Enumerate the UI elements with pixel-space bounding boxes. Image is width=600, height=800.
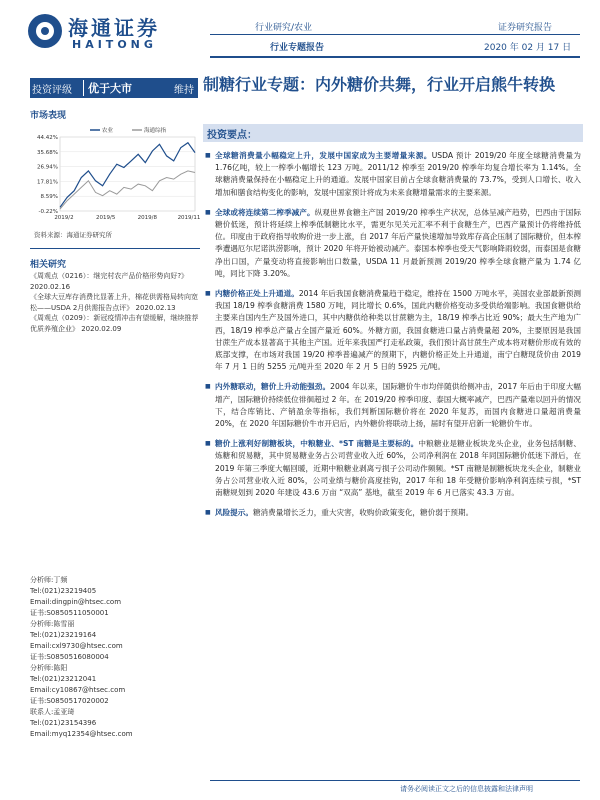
analyst-tel: Tel:(021)23154396 <box>30 719 97 727</box>
key-point-body: 糖消费量增长乏力，重大灾害，收购价政策变化，糖价弱于预期。 <box>252 508 474 518</box>
analyst-cert: 证书:S0850511050001 <box>30 609 109 617</box>
analyst-cert: 证书:S0850517020002 <box>30 697 109 705</box>
related-item[interactable]: 《周观点（0216）：继完村农产品价格形势向好?》 2020.02.16 <box>30 272 189 291</box>
market-performance-chart <box>30 123 200 223</box>
rating-separator <box>83 80 84 96</box>
analyst-role: 分析师:陈阳 <box>30 664 68 672</box>
header-divider <box>210 34 580 35</box>
key-point-body: 纵观世界食糖主产国 2019/20 榨季生产状况，总体呈减产趋势，巴西由于国际糖价低迷，预计将延续上榨季低制糖比水平，需更尔见关元汇率不利于食糖生产，巴西产量预计仍将维持低位。印度由于政府指导收购价进一步上涨，自 2017 年后产量快速增加导致库存高企压制了国际糖价，但本榨季遭遇厄尔尼诺洪涝影响，预计 2020 年将开始被动减产。泰国本榨季也受天气影响降雨较弱，而泰国是食糖净出口国，产量变动将直接影响出口数量，USDA 11 月最新预测 2019/20 榨季全球食糖产量为 1.74 亿吨，同比下降 3.20%。 <box>215 207 582 278</box>
key-point-heading: 内糖价格正处上升通道。 <box>215 289 299 299</box>
key-points-title: 投资要点： <box>207 130 257 141</box>
analyst-tel: Tel:(021)23212041 <box>30 675 97 683</box>
chart-y-tick-label: 35.68% <box>37 149 58 156</box>
chart-x-tick-label: 2019/5 <box>95 215 116 221</box>
related-item[interactable]: 《周观点（0209）：新冠疫情冲击有望缓解，继续推荐优质养殖企业》 2020.02.09 <box>30 314 199 333</box>
report-title: 制糖行业专题：内外糖价共舞，行业开启熊牛转换 <box>203 75 556 94</box>
key-points-list <box>203 150 581 527</box>
related-research-title: 相关研究 <box>30 260 67 270</box>
chart-y-tick-label: 17.81% <box>37 179 58 186</box>
haitong-logo <box>28 12 178 56</box>
related-research-list <box>30 271 200 334</box>
key-point-heading: 全球糖消费量小幅稳定上升，发展中国家成为主要增量来源。 <box>215 151 432 160</box>
haitong-logo-icon <box>28 14 62 48</box>
key-point <box>203 381 581 430</box>
analyst-cert: 证书:S0850516080004 <box>30 653 109 661</box>
analyst-role: 联系人:孟亚琦 <box>30 708 75 716</box>
header-rule <box>210 56 580 58</box>
chart-y-tick-label: 26.94% <box>37 164 58 171</box>
chart-x-tick-label: 2019/2 <box>54 215 74 221</box>
report-type: 行业专题报告 <box>270 43 325 53</box>
chart-x-tick-label: 2019/11 <box>177 215 200 221</box>
key-point-heading: 全球或将连续第二榨季减产。 <box>215 207 315 217</box>
key-point <box>203 507 581 519</box>
key-point-heading: 风险提示。 <box>215 508 253 518</box>
key-point-body: 中粮糖业是糖业板块龙头企业，业务包括制糖、炼糖和贸易糖，其中贸易糖业务占公司营业收入近 60%，公司净利润在 2018 年同国际糖价低迷下滑后，在 2019 年第三季度大幅回暖，近期中粮糖业剥离亏损子公司动作频频。*ST 南糖是制糖板块龙头企业，制糖业务占公司营业收入近 80%，公司业绩与糖价高度挂钩，2017 年和 18 年受糖价影响净利润连续亏损，*ST 南糖规划到 2020 年建设 43.6 万亩 “双高” 基地，截至 2019 年 6 月已落实 43.3 万亩。 <box>215 439 582 498</box>
rating-bar <box>30 78 198 98</box>
footer-divider <box>210 780 580 781</box>
report-date: 2020 年 02 月 17 日 <box>484 43 572 53</box>
chart-plot-frame <box>60 137 195 211</box>
key-point <box>203 288 581 373</box>
market-performance-title: 市场表现 <box>30 111 67 121</box>
analyst-email[interactable]: Email:cxl9730@htsec.com <box>30 642 123 650</box>
left-divider <box>30 248 200 249</box>
analyst-role: 分析师:陈雪丽 <box>30 620 75 628</box>
logo-chinese-name: 海通证券 <box>68 16 160 40</box>
key-point-body: USDA 预计 2019/20 年度全球糖消费量为 1.76亿吨，较上一榨季小幅增长 123 万吨。2011/12 榨季至 2019/20 榨季年均复合增长率为 1.14%。全球糖消费量保持在小幅稳定上升的通道。发展中国家目前占全球食糖消费量的 73.7%，受到人口增长、收入增加和膳食结构变化的影响，发展中国家预计将成为未来食糖增量需求的主要来源。 <box>215 151 581 197</box>
key-point-body: 2014 年后我国食糖消费量趋于稳定，维持在 1500 万吨水平，美国农业部最新预测我国 18/19 榨季食糖消费 1580 万吨，同比增长 0.6%，国此内糖价格变动多受供给端影响。我国食糖供给主要来自国内生产及国外进口，其中内糖供给种类以甘蔗糖为主，18/19 榨季占比近 90%；最大生产地为广西，18/19 榨季总产量占全国产量近 60%。外糖方面，我国食糖进口量占消费量超 20%，主要原因是我国甘蔗生产成本显著高于其他主产国。近年来我国严打走私政策，我们预计高甘蔗生产成本将对糖价形成有效的底部支撑，在市场对我国 19/20 榨季普遍减产的预期下，内糖价格正处上升通道，南宁白糖现货价由 2019 年 7 月 1 日的 5255 元/吨升至 2020 年 2 月 5 日的 5925 元/吨。 <box>215 289 582 372</box>
analyst-email[interactable]: Email:dingpin@htsec.com <box>30 598 122 606</box>
logo-english-name: HAITONG <box>72 38 157 51</box>
chart-legend-label: 海通综指 <box>144 128 167 134</box>
footer-disclaimer: 请务必阅读正文之后的信息披露和法律声明 <box>400 785 533 793</box>
chart-series-line <box>60 171 195 209</box>
chart-y-tick-label: 8.59% <box>40 194 58 201</box>
report-category: 行业研究/农业 <box>255 23 313 33</box>
analyst-tel: Tel:(021)23219164 <box>30 631 97 639</box>
key-points-bar <box>203 124 583 142</box>
key-point <box>203 207 581 280</box>
chart-series-line <box>60 143 195 208</box>
key-point <box>203 150 581 199</box>
chart-source: 资料来源：海通证券研究所 <box>34 231 112 239</box>
rating-value: 优于大市 <box>88 82 132 95</box>
analyst-role: 分析师:丁频 <box>30 576 68 584</box>
chart-y-tick-label: 44.42% <box>37 135 58 141</box>
related-item[interactable]: 《全球大豆库存消费比显著上升，棉花供需格局转向宽松——USDA 2月供需报告点评》 2020.02.13 <box>30 293 198 312</box>
chart-x-tick-label: 2019/8 <box>137 215 158 221</box>
key-point <box>203 438 581 499</box>
key-point-heading: 糖价上涨利好制糖板块，中粮糖业、*ST 南糖是主要标的。 <box>215 439 419 449</box>
analyst-email[interactable]: Email:myq12354@htsec.com <box>30 730 133 738</box>
key-point-heading: 内外糖联动，糖价上升动能强劲。 <box>215 382 331 392</box>
chart-y-tick-label: -0.22% <box>38 209 58 215</box>
analyst-list <box>30 575 200 740</box>
rating-label: 投资评级 <box>32 85 72 96</box>
analyst-email[interactable]: Email:cy10867@htsec.com <box>30 686 126 694</box>
rating-change: 维持 <box>174 85 194 96</box>
key-point-body: 2004 年以来，国际糖价牛市均伴随供给侧冲击，2017 年后由于印度大幅增产，国际糖价持续低位徘徊超过 2 年。在 2019/20 榨季印度、泰国大概率减产，巴西产量难以回升的情况下，结合库销比、产销盈余等指标，我们判断国际糖价将在 2020 年复苏，而国内食糖进口量超消费量 20%，在 2020 年国际糖价牛市开启后，内外糖价将联动上扬，届时有望开启新一轮糖价牛市。 <box>215 382 581 429</box>
chart-legend-label: 农业 <box>102 128 114 134</box>
analyst-tel: Tel:(021)23219405 <box>30 587 97 595</box>
report-label: 证券研究报告 <box>498 23 553 33</box>
